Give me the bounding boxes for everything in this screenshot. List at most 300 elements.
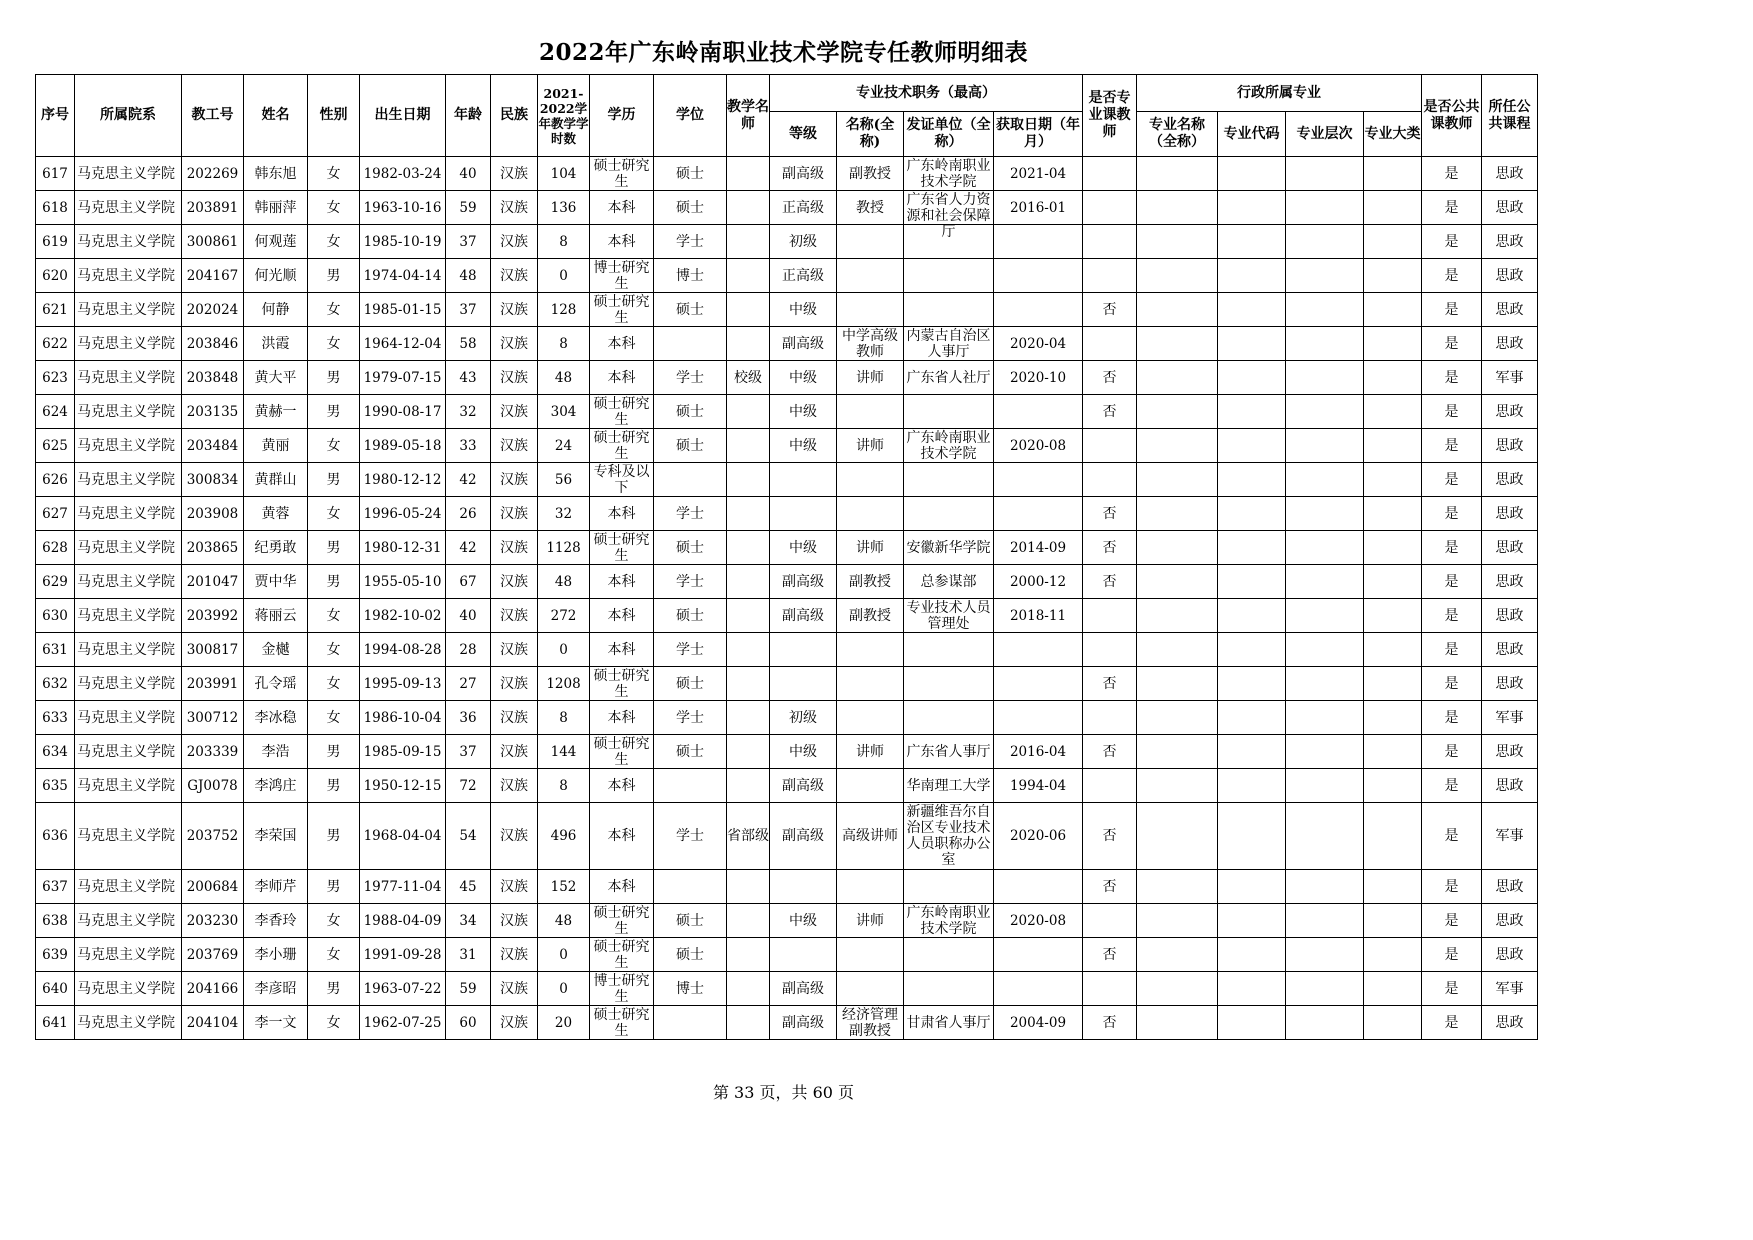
cell-title-date (994, 870, 1083, 904)
cell-title-issuer (904, 531, 994, 565)
header-public-course: 所任公共课程 (1482, 75, 1538, 157)
cell-staff-id: 300817 (182, 633, 244, 667)
cell-staff-id: GJ0078 (182, 769, 244, 803)
cell-dept (75, 701, 182, 735)
cell-dept (75, 259, 182, 293)
cell-major-category (1364, 429, 1422, 463)
cell-major-category (1364, 259, 1422, 293)
cell-age: 31 (446, 938, 491, 972)
cell-name: 韩丽萍 (244, 191, 308, 225)
cell-dept-text: 马克思主义学院 (77, 1014, 175, 1031)
cell-famous-teacher (727, 904, 770, 938)
cell-title-issuer (904, 735, 994, 769)
cell-title-level: 副高级 (770, 972, 837, 1006)
cell-major-name (1137, 259, 1218, 293)
cell-title-name (837, 701, 904, 735)
cell-famous-teacher (727, 803, 770, 870)
cell-birth: 1955-05-10 (360, 565, 446, 599)
cell-title-level: 副高级 (770, 565, 837, 599)
table-body (36, 157, 1538, 1040)
cell-major-name (1137, 667, 1218, 701)
cell-dept-text: 马克思主义学院 (77, 233, 175, 250)
cell-education (590, 972, 654, 1006)
cell-seq: 637 (36, 870, 75, 904)
cell-gender: 女 (308, 667, 360, 701)
cell-seq: 629 (36, 565, 75, 599)
cell-major-name (1137, 361, 1218, 395)
cell-major-level (1286, 803, 1364, 870)
cell-degree: 硕士 (654, 395, 727, 429)
cell-staff-id: 300861 (182, 225, 244, 259)
cell-ethnicity: 汉族 (491, 565, 538, 599)
cell-hours: 304 (538, 395, 590, 429)
cell-staff-id: 203339 (182, 735, 244, 769)
cell-seq: 631 (36, 633, 75, 667)
cell-staff-id: 203135 (182, 395, 244, 429)
cell-staff-id: 204104 (182, 1006, 244, 1040)
cell-ethnicity: 汉族 (491, 870, 538, 904)
cell-degree: 硕士 (654, 531, 727, 565)
cell-title-level: 副高级 (770, 1006, 837, 1040)
cell-major-category (1364, 735, 1422, 769)
cell-title-date: 2020-04 (994, 327, 1083, 361)
cell-ethnicity: 汉族 (491, 735, 538, 769)
cell-title-date: 2020-08 (994, 429, 1083, 463)
cell-education (590, 395, 654, 429)
table-row (36, 497, 1538, 531)
cell-hours: 496 (538, 803, 590, 870)
cell-title-name (837, 429, 904, 463)
cell-title-date (994, 972, 1083, 1006)
cell-dept (75, 395, 182, 429)
cell-title-level: 副高级 (770, 157, 837, 191)
table-row (36, 293, 1538, 327)
cell-major-level (1286, 225, 1364, 259)
cell-seq: 621 (36, 293, 75, 327)
cell-dept (75, 565, 182, 599)
cell-seq: 625 (36, 429, 75, 463)
cell-seq: 638 (36, 904, 75, 938)
cell-dept-text: 马克思主义学院 (77, 641, 175, 658)
cell-famous-teacher (727, 565, 770, 599)
cell-degree: 硕士 (654, 904, 727, 938)
cell-name: 李小珊 (244, 938, 308, 972)
cell-staff-id: 203846 (182, 327, 244, 361)
cell-gender: 女 (308, 633, 360, 667)
cell-dept-text: 马克思主义学院 (77, 335, 175, 352)
cell-public-course: 思政 (1482, 191, 1538, 225)
header-age: 年龄 (446, 75, 491, 157)
header-famous-teacher: 教学名师 (727, 75, 770, 157)
cell-major-category (1364, 531, 1422, 565)
cell-public-course: 军事 (1482, 972, 1538, 1006)
cell-name: 黄大平 (244, 361, 308, 395)
cell-gender: 男 (308, 463, 360, 497)
cell-hours: 0 (538, 938, 590, 972)
cell-degree (654, 769, 727, 803)
cell-gender: 女 (308, 225, 360, 259)
cell-ethnicity: 汉族 (491, 497, 538, 531)
cell-public-course: 思政 (1482, 769, 1538, 803)
cell-gender: 男 (308, 259, 360, 293)
cell-dept (75, 1006, 182, 1040)
cell-dept-text: 马克思主义学院 (77, 301, 175, 318)
table-row (36, 463, 1538, 497)
cell-famous-teacher (727, 463, 770, 497)
cell-public-course: 思政 (1482, 735, 1538, 769)
cell-title-issuer-text: 甘肃省人事厅 (906, 1014, 991, 1031)
cell-degree: 学士 (654, 701, 727, 735)
cell-is-major-teacher (1083, 429, 1137, 463)
cell-title-name (837, 191, 904, 225)
cell-dept (75, 972, 182, 1006)
cell-education (590, 157, 654, 191)
cell-major-level (1286, 497, 1364, 531)
cell-is-major-teacher (1083, 769, 1137, 803)
cell-major-level (1286, 599, 1364, 633)
cell-title-date (994, 701, 1083, 735)
cell-famous-teacher (727, 735, 770, 769)
cell-gender: 男 (308, 735, 360, 769)
cell-name: 李师芹 (244, 870, 308, 904)
cell-is-major-teacher (1083, 633, 1137, 667)
cell-name: 蒋丽云 (244, 599, 308, 633)
cell-title-name-text: 讲师 (856, 369, 884, 386)
cell-famous-teacher (727, 429, 770, 463)
cell-name: 黄赫一 (244, 395, 308, 429)
cell-major-category (1364, 938, 1422, 972)
header-is-major-teacher: 是否专业课教师 (1083, 75, 1137, 157)
cell-title-name (837, 225, 904, 259)
cell-title-name (837, 938, 904, 972)
table-row (36, 157, 1538, 191)
cell-is-major-teacher: 否 (1083, 293, 1137, 327)
cell-degree: 硕士 (654, 293, 727, 327)
cell-education (590, 361, 654, 395)
cell-ethnicity: 汉族 (491, 667, 538, 701)
cell-title-level: 中级 (770, 904, 837, 938)
cell-major-level (1286, 938, 1364, 972)
cell-ethnicity: 汉族 (491, 259, 538, 293)
cell-title-date: 2016-04 (994, 735, 1083, 769)
cell-is-public-teacher: 是 (1422, 769, 1482, 803)
cell-birth: 1990-08-17 (360, 395, 446, 429)
cell-is-public-teacher: 是 (1422, 395, 1482, 429)
cell-title-name (837, 769, 904, 803)
cell-dept-text: 马克思主义学院 (77, 539, 175, 556)
cell-education (590, 904, 654, 938)
cell-age: 32 (446, 395, 491, 429)
table-row (36, 769, 1538, 803)
cell-title-issuer (904, 327, 994, 361)
cell-name: 黄丽 (244, 429, 308, 463)
cell-title-name-text: 讲师 (856, 539, 884, 556)
cell-education-text: 硕士研究生 (593, 735, 650, 768)
cell-education (590, 938, 654, 972)
cell-age: 37 (446, 735, 491, 769)
cell-age: 54 (446, 803, 491, 870)
cell-seq: 640 (36, 972, 75, 1006)
cell-seq: 617 (36, 157, 75, 191)
cell-hours: 0 (538, 633, 590, 667)
cell-age: 48 (446, 259, 491, 293)
cell-major-name (1137, 395, 1218, 429)
cell-dept (75, 327, 182, 361)
cell-famous-teacher (727, 769, 770, 803)
cell-major-category (1364, 361, 1422, 395)
cell-title-level: 中级 (770, 293, 837, 327)
cell-staff-id: 203848 (182, 361, 244, 395)
cell-gender: 女 (308, 327, 360, 361)
cell-gender: 男 (308, 803, 360, 870)
cell-title-date: 2000-12 (994, 565, 1083, 599)
cell-hours: 136 (538, 191, 590, 225)
cell-title-name-text: 副教授 (849, 165, 891, 182)
cell-title-issuer (904, 769, 994, 803)
cell-dept-text: 马克思主义学院 (77, 878, 175, 895)
cell-staff-id: 203908 (182, 497, 244, 531)
cell-staff-id: 300834 (182, 463, 244, 497)
table-row (36, 565, 1538, 599)
cell-title-name (837, 259, 904, 293)
cell-education-text: 本科 (607, 828, 636, 844)
cell-ethnicity: 汉族 (491, 972, 538, 1006)
cell-ethnicity: 汉族 (491, 803, 538, 870)
cell-title-issuer (904, 361, 994, 395)
cell-gender: 男 (308, 769, 360, 803)
cell-age: 37 (446, 225, 491, 259)
cell-staff-id: 203752 (182, 803, 244, 870)
cell-age: 40 (446, 157, 491, 191)
cell-dept (75, 599, 182, 633)
table-row (36, 735, 1538, 769)
cell-major-code (1218, 157, 1286, 191)
table-row (36, 531, 1538, 565)
cell-ethnicity: 汉族 (491, 769, 538, 803)
cell-is-major-teacher (1083, 327, 1137, 361)
cell-is-public-teacher: 是 (1422, 259, 1482, 293)
cell-title-issuer (904, 1006, 994, 1040)
cell-is-major-teacher: 否 (1083, 938, 1137, 972)
cell-education-text: 硕士研究生 (593, 293, 650, 326)
cell-title-level: 初级 (770, 225, 837, 259)
cell-major-level (1286, 769, 1364, 803)
cell-title-issuer-text: 安徽新华学院 (906, 539, 991, 556)
cell-degree (654, 870, 727, 904)
table-row (36, 429, 1538, 463)
cell-major-code (1218, 395, 1286, 429)
cell-ethnicity: 汉族 (491, 293, 538, 327)
cell-major-code (1218, 327, 1286, 361)
cell-education (590, 769, 654, 803)
cell-major-code (1218, 191, 1286, 225)
cell-ethnicity: 汉族 (491, 327, 538, 361)
cell-major-category (1364, 599, 1422, 633)
cell-gender: 女 (308, 429, 360, 463)
cell-title-issuer-text: 广东岭南职业技术学院 (906, 904, 991, 937)
cell-public-course: 思政 (1482, 565, 1538, 599)
cell-famous-teacher (727, 667, 770, 701)
cell-name: 韩东旭 (244, 157, 308, 191)
cell-title-issuer-text: 广东岭南职业技术学院 (906, 429, 991, 462)
cell-name: 洪霞 (244, 327, 308, 361)
table-row (36, 1006, 1538, 1040)
cell-title-name-text: 讲师 (856, 743, 884, 760)
cell-major-name (1137, 904, 1218, 938)
cell-gender: 女 (308, 293, 360, 327)
cell-title-level: 副高级 (770, 327, 837, 361)
cell-education (590, 531, 654, 565)
cell-hours: 8 (538, 225, 590, 259)
cell-major-name (1137, 497, 1218, 531)
cell-dept-text: 马克思主义学院 (77, 369, 175, 386)
cell-major-code (1218, 633, 1286, 667)
cell-dept-text: 马克思主义学院 (77, 777, 175, 794)
cell-dept (75, 157, 182, 191)
cell-dept (75, 225, 182, 259)
cell-education-text: 本科 (607, 641, 636, 658)
cell-is-public-teacher: 是 (1422, 327, 1482, 361)
cell-title-name (837, 327, 904, 361)
cell-education (590, 463, 654, 497)
cell-title-name (837, 497, 904, 531)
header-dept: 所属院系 (75, 75, 182, 157)
cell-dept-text: 马克思主义学院 (77, 471, 175, 488)
cell-ethnicity: 汉族 (491, 429, 538, 463)
cell-public-course: 思政 (1482, 463, 1538, 497)
header-major-code: 专业代码 (1218, 112, 1286, 157)
cell-dept (75, 803, 182, 870)
cell-title-issuer-text: 总参谋部 (920, 573, 977, 590)
cell-is-public-teacher: 是 (1422, 191, 1482, 225)
cell-dept (75, 870, 182, 904)
cell-major-level (1286, 259, 1364, 293)
cell-dept-text: 马克思主义学院 (77, 828, 175, 844)
cell-seq: 639 (36, 938, 75, 972)
cell-major-name (1137, 191, 1218, 225)
cell-is-public-teacher: 是 (1422, 938, 1482, 972)
header-major-category: 专业大类 (1364, 112, 1422, 157)
cell-title-level: 中级 (770, 429, 837, 463)
header-title-name: 名称(全称) (837, 112, 904, 157)
cell-dept-text: 马克思主义学院 (77, 743, 175, 760)
cell-is-major-teacher: 否 (1083, 803, 1137, 870)
cell-major-category (1364, 633, 1422, 667)
cell-staff-id: 204166 (182, 972, 244, 1006)
cell-seq: 633 (36, 701, 75, 735)
cell-title-date (994, 293, 1083, 327)
table-row (36, 904, 1538, 938)
cell-title-date: 2020-08 (994, 904, 1083, 938)
cell-gender: 女 (308, 599, 360, 633)
cell-birth: 1964-12-04 (360, 327, 446, 361)
header-birth: 出生日期 (360, 75, 446, 157)
cell-age: 27 (446, 667, 491, 701)
cell-name: 李荣国 (244, 803, 308, 870)
cell-title-level: 正高级 (770, 191, 837, 225)
cell-birth: 1979-07-15 (360, 361, 446, 395)
cell-title-issuer (904, 904, 994, 938)
table-row (36, 972, 1538, 1006)
cell-is-major-teacher (1083, 972, 1137, 1006)
cell-dept-text: 马克思主义学院 (77, 199, 175, 216)
cell-major-code (1218, 361, 1286, 395)
cell-title-name (837, 293, 904, 327)
header-title-level: 等级 (770, 112, 837, 157)
cell-title-issuer-text: 新疆维吾尔自治区专业技术人员职称办公室 (906, 804, 991, 868)
cell-seq: 641 (36, 1006, 75, 1040)
cell-is-public-teacher: 是 (1422, 497, 1482, 531)
cell-hours: 128 (538, 293, 590, 327)
cell-hours: 48 (538, 904, 590, 938)
cell-hours: 8 (538, 327, 590, 361)
cell-major-category (1364, 293, 1422, 327)
cell-degree: 博士 (654, 259, 727, 293)
cell-title-name-text: 中学高级教师 (842, 327, 898, 360)
cell-seq: 630 (36, 599, 75, 633)
cell-title-issuer-text: 华南理工大学 (906, 777, 991, 794)
cell-title-date: 2004-09 (994, 1006, 1083, 1040)
cell-ethnicity: 汉族 (491, 191, 538, 225)
cell-hours: 0 (538, 972, 590, 1006)
cell-education-text: 博士研究生 (593, 259, 650, 292)
page-title: 2022年广东岭南职业技术学院专任教师明细表 (538, 39, 1028, 66)
cell-public-course: 思政 (1482, 225, 1538, 259)
cell-public-course: 思政 (1482, 259, 1538, 293)
cell-dept-text: 马克思主义学院 (77, 709, 175, 726)
cell-staff-id: 203484 (182, 429, 244, 463)
cell-major-name (1137, 1006, 1218, 1040)
cell-title-issuer (904, 972, 994, 1006)
cell-major-level (1286, 735, 1364, 769)
cell-title-issuer (904, 938, 994, 972)
cell-name: 李彦昭 (244, 972, 308, 1006)
cell-ethnicity: 汉族 (491, 531, 538, 565)
cell-hours: 152 (538, 870, 590, 904)
cell-degree: 硕士 (654, 938, 727, 972)
cell-dept (75, 361, 182, 395)
cell-hours: 0 (538, 259, 590, 293)
cell-ethnicity: 汉族 (491, 599, 538, 633)
cell-education-text: 硕士研究生 (593, 1006, 650, 1039)
cell-name: 黄群山 (244, 463, 308, 497)
cell-title-issuer (904, 497, 994, 531)
cell-education-text: 硕士研究生 (593, 938, 650, 971)
cell-major-code (1218, 972, 1286, 1006)
cell-is-public-teacher: 是 (1422, 870, 1482, 904)
cell-major-code (1218, 1006, 1286, 1040)
cell-is-public-teacher: 是 (1422, 904, 1482, 938)
cell-title-name (837, 463, 904, 497)
cell-title-name-text: 教授 (856, 199, 884, 216)
cell-title-name (837, 157, 904, 191)
header-gender: 性别 (308, 75, 360, 157)
cell-dept (75, 904, 182, 938)
cell-hours: 48 (538, 565, 590, 599)
cell-birth: 1962-07-25 (360, 1006, 446, 1040)
cell-name: 黄蓉 (244, 497, 308, 531)
cell-title-issuer-text: 内蒙古自治区人事厅 (906, 327, 991, 360)
cell-degree: 硕士 (654, 191, 727, 225)
cell-is-public-teacher: 是 (1422, 463, 1482, 497)
cell-title-issuer (904, 667, 994, 701)
cell-major-code (1218, 938, 1286, 972)
cell-title-name (837, 599, 904, 633)
cell-birth: 1982-10-02 (360, 599, 446, 633)
cell-birth: 1963-07-22 (360, 972, 446, 1006)
cell-birth: 1980-12-31 (360, 531, 446, 565)
cell-seq: 618 (36, 191, 75, 225)
